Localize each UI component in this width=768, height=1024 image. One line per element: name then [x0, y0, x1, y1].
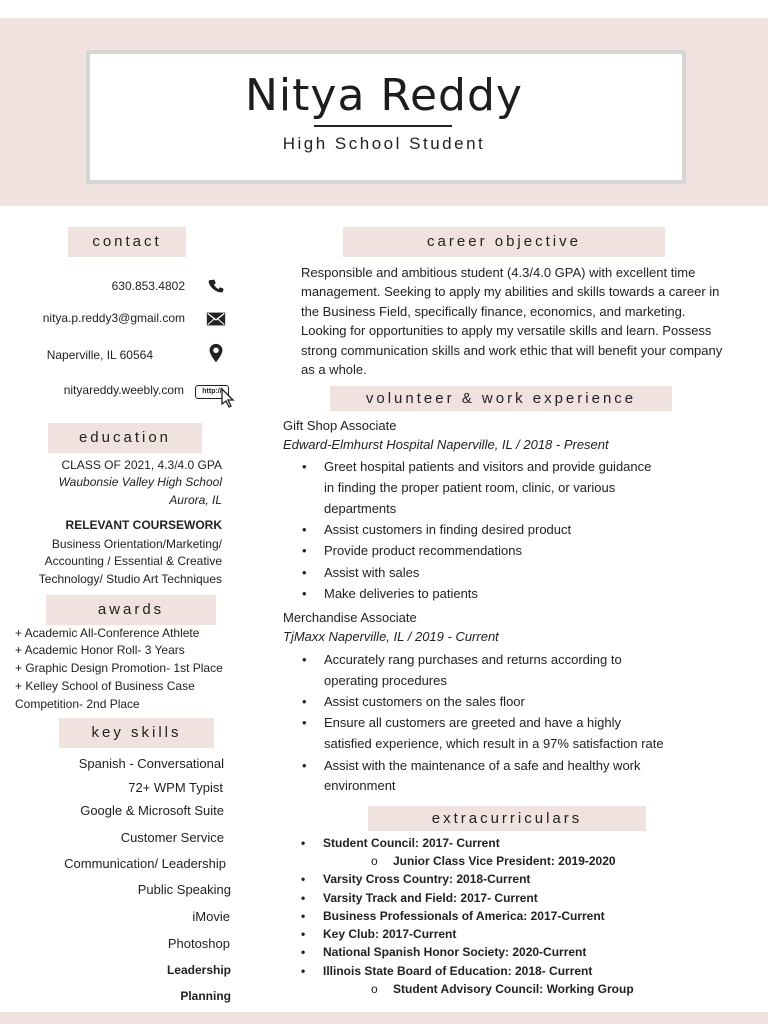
candidate-title: High School Student: [282, 134, 486, 153]
candidate-name: Nitya Reddy: [245, 70, 523, 121]
bullet-icon: •: [302, 758, 307, 773]
section-key-skills: key skills: [59, 718, 214, 748]
bullet-icon: •: [301, 909, 306, 923]
web-link-icon: [195, 382, 235, 408]
job-bullet: • Provide product recommendations: [324, 540, 522, 561]
bullet-icon: •: [302, 652, 307, 667]
bullet-icon: •: [302, 586, 307, 601]
section-awards: awards: [46, 595, 216, 625]
section-extracurriculars: extracurriculars: [368, 806, 646, 831]
skill-item: 72+ WPM Typist: [128, 780, 223, 795]
skill-item: Customer Service: [120, 830, 224, 845]
award-item: Competition- 2nd Place: [15, 697, 140, 711]
section-experience: volunteer & work experience: [330, 386, 672, 411]
job-bullet: • Make deliveries to patients: [324, 583, 478, 604]
extracurricular-item: • Student Council: 2017- Current: [301, 836, 500, 850]
name-underline: [314, 125, 452, 127]
job-bullet-continuation: in finding the proper patient room, clinic, or various: [324, 480, 616, 495]
skill-item: Communication/ Leadership: [64, 856, 226, 871]
skill-item: Photoshop: [167, 936, 230, 951]
map-pin-icon: [205, 342, 227, 364]
skill-item: Google & Microsoft Suite: [80, 803, 224, 818]
award-item: + Kelley School of Business Case: [15, 679, 195, 693]
extracurricular-item: • National Spanish Honor Society: 2020-Current: [301, 945, 587, 959]
job-organization: TjMaxx Naperville, IL / 2019 - Current: [283, 629, 499, 644]
job-bullet: • Assist with sales: [324, 562, 419, 583]
job-organization: Edward-Elmhurst Hospital Naperville, IL / 2018 - Present: [283, 437, 609, 452]
job-bullet: • Ensure all customers are greeted and have a highly: [324, 712, 621, 733]
skill-item: Public Speaking: [137, 882, 231, 897]
bullet-icon: •: [302, 694, 307, 709]
bullet-icon: •: [301, 872, 306, 886]
bullet-icon: •: [302, 565, 307, 580]
job-bullet: • Assist with the maintenance of a safe and healthy work: [324, 755, 641, 776]
extracurricular-subitem: o Junior Class Vice President: 2019-2020: [371, 854, 616, 868]
sub-bullet-icon: o: [371, 854, 378, 868]
job-bullet-continuation: operating procedures: [324, 673, 447, 688]
extracurricular-item: • Varsity Cross Country: 2018-Current: [301, 872, 531, 886]
contact-email: nitya.p.reddy3@gmail.com: [42, 311, 185, 325]
award-item: + Graphic Design Promotion- 1st Place: [15, 661, 223, 675]
bullet-icon: •: [302, 522, 307, 537]
section-contact: contact: [68, 227, 186, 257]
education-city: Aurora, IL: [169, 493, 222, 507]
coursework-line: Accounting / Essential & Creative: [44, 554, 222, 568]
extracurricular-item: • Key Club: 2017-Current: [301, 927, 457, 941]
contact-location: Naperville, IL 60564: [46, 348, 153, 362]
award-item: + Academic Honor Roll- 3 Years: [15, 643, 185, 657]
education-class: CLASS OF 2021, 4.3/4.0 GPA: [61, 458, 222, 472]
cursor-icon: [221, 388, 235, 408]
coursework-heading: RELEVANT COURSEWORK: [65, 518, 222, 532]
bullet-icon: •: [302, 459, 307, 474]
section-education: education: [48, 423, 202, 453]
skill-item: Spanish - Conversational: [78, 756, 224, 771]
job-bullet-continuation: departments: [324, 501, 397, 516]
contact-website[interactable]: nityareddy.weebly.com: [63, 383, 184, 397]
web-link-label: http://: [195, 385, 229, 399]
footer-band: [0, 1012, 768, 1024]
envelope-icon: [205, 308, 227, 330]
bullet-icon: •: [302, 543, 307, 558]
award-item: + Academic All-Conference Athlete: [15, 626, 200, 640]
extracurricular-item: • Business Professionals of America: 2017-Current: [301, 909, 605, 923]
job-bullet: • Assist customers in finding desired product: [324, 519, 571, 540]
extracurricular-item: • Illinois State Board of Education: 2018- Current: [301, 964, 593, 978]
bullet-icon: •: [301, 964, 306, 978]
extracurricular-subitem: o Student Advisory Council: Working Group: [371, 982, 634, 996]
job-bullet: • Assist customers on the sales floor: [324, 691, 525, 712]
bullet-icon: •: [301, 891, 306, 905]
job-title: Merchandise Associate: [283, 610, 417, 625]
extracurricular-item: • Varsity Track and Field: 2017- Current: [301, 891, 538, 905]
job-title: Gift Shop Associate: [283, 418, 397, 433]
sub-bullet-icon: o: [371, 982, 378, 996]
section-career-objective: career objective: [343, 227, 665, 257]
job-bullet-continuation: environment: [324, 778, 396, 793]
job-bullet: • Greet hospital patients and visitors and provide guidance: [324, 456, 651, 477]
bullet-icon: •: [301, 927, 306, 941]
skill-item: Leadership: [166, 963, 231, 977]
education-school: Waubonsie Valley High School: [58, 475, 222, 489]
objective-text: Responsible and ambitious student (4.3/4.0 GPA) with excellent time management. Seeking to apply my abilities and skills towards a career in the Business Field, specifically finance, economics, and marketing. Looking for opportunities to apply my versatile skills and learn. Possess strong communication skills and work ethic that will benefit your company as a whole.: [301, 265, 723, 378]
coursework-line: Technology/ Studio Art Techniques: [38, 572, 222, 586]
job-bullet-continuation: satisfied experience, which result in a 97% satisfaction rate: [324, 736, 664, 751]
bullet-icon: •: [302, 715, 307, 730]
skill-item: Planning: [180, 989, 231, 1003]
contact-phone: 630.853.4802: [111, 279, 185, 293]
job-bullet: • Accurately rang purchases and returns according to: [324, 649, 622, 670]
skill-item: iMovie: [192, 909, 230, 924]
phone-icon: [205, 275, 227, 297]
bullet-icon: •: [301, 836, 306, 850]
coursework-line: Business Orientation/Marketing/: [51, 537, 222, 551]
bullet-icon: •: [301, 945, 306, 959]
